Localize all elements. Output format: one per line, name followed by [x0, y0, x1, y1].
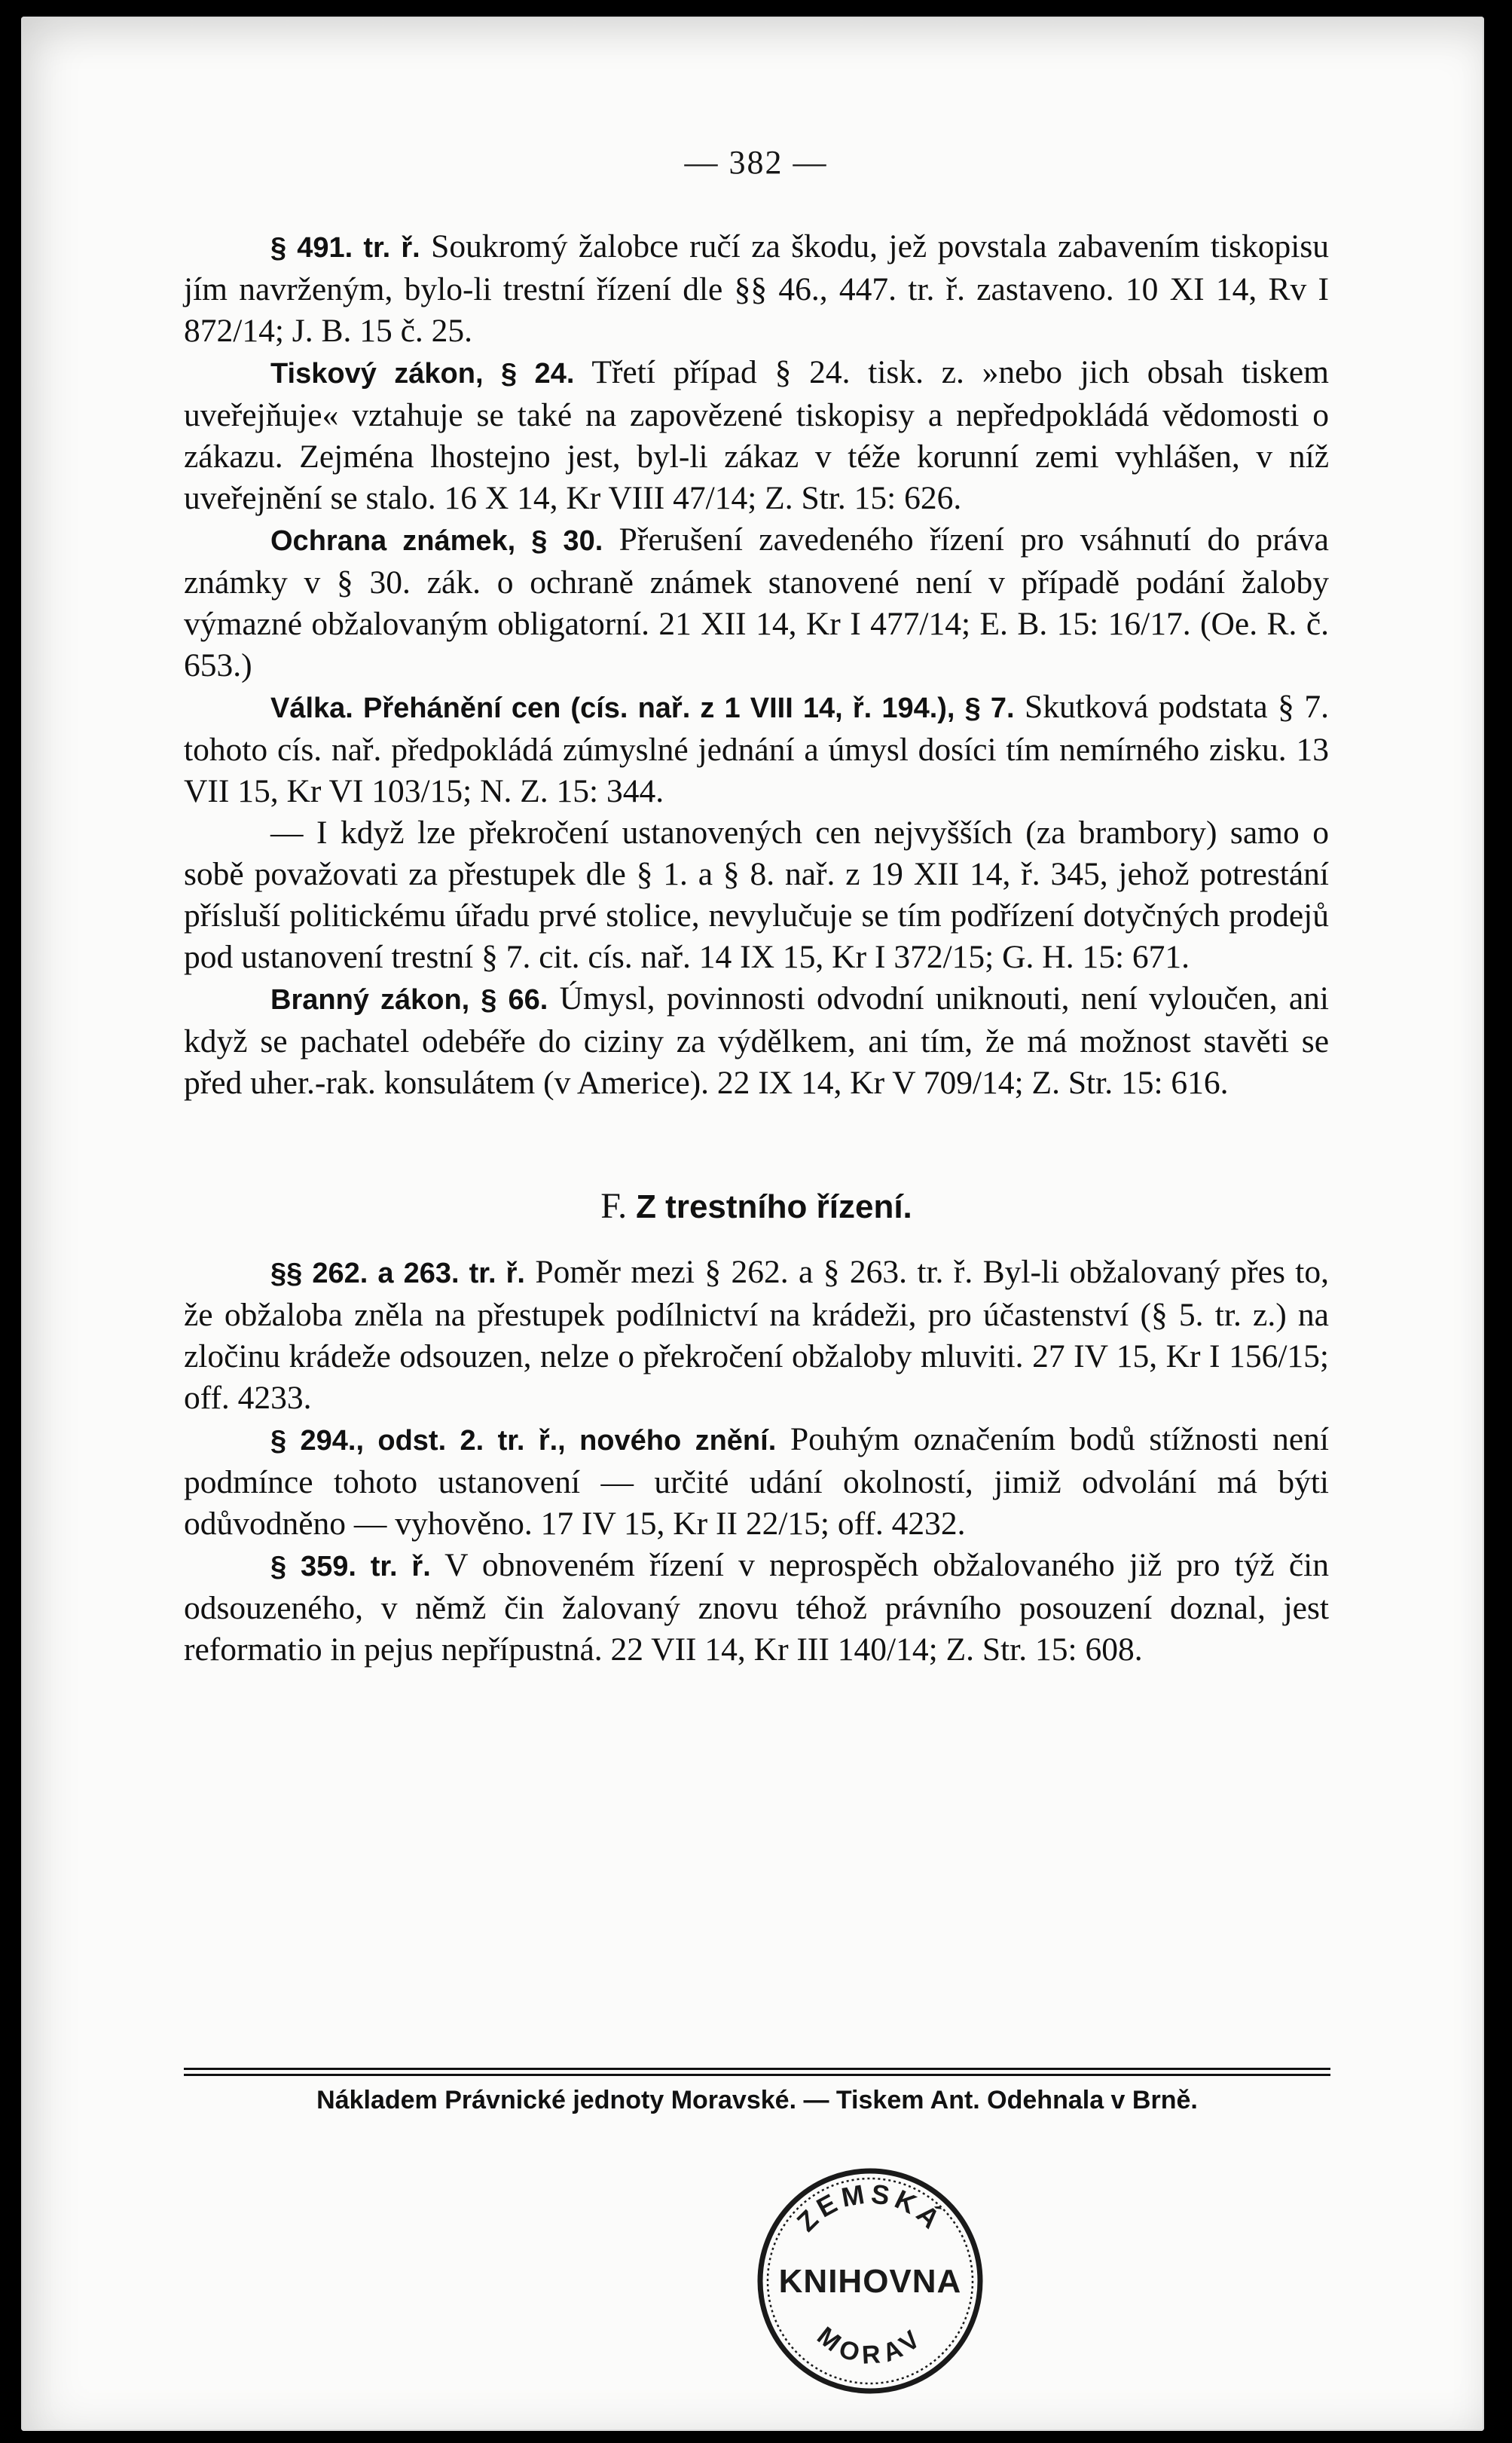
paragraph-262-263: [184, 1252, 1329, 1419]
paragraph-valka: [184, 686, 1329, 812]
paragraph-text: V obnoveném řízení v neprospěch obžalovaného již pro týž čin odsouzeného, v němž čin žalovaný znovu téhož právního posouzení doznal, jest reformatio in pejus nepřípustná. 22 VII 14, Kr III 140/14; Z. Str. 15: 608.: [184, 1547, 1330, 1668]
paragraph-text: Skutková podstata § 7. tohoto cís. nař. předpokládá zúmyslné jednání a úmysl dosíci tím nemírného zisku. 13 VII 15, Kr VI 103/15; N. Z. 15: 344.: [184, 689, 1329, 809]
paragraph-359: [184, 1545, 1329, 1671]
paragraph-491: [184, 226, 1329, 352]
paragraph-heading: §§ 262. a 263. tr. ř.: [270, 1258, 525, 1289]
paragraph-text: Úmysl, povinnosti odvodní uniknouti, není vyloučen, ani když se pachatel odebéře do ciziny za výdělkem, ani tím, že má možnost stavěti se před uher.-rak. konsulátem (v Americe). 22 IX 14, Kr V 709/14; Z. Str. 15: 616.: [184, 980, 1329, 1101]
publisher-imprint: Nákladem Právnické jednoty Moravské. — Tiskem Ant. Odehnala v Brně.: [316, 2086, 1198, 2114]
paragraph-heading: Tiskový zákon, § 24.: [270, 358, 575, 390]
paragraph-text: Pouhým označením bodů stížnosti není podmínce tohoto ustanovení — určité udání okolností, jimiž odvolání má býti odůvodněno — vyhověno. 17 IV 15, Kr II 22/15; off. 4232.: [184, 1421, 1329, 1542]
stamp-top-text: ZEMSKÁ: [790, 2177, 950, 2238]
paragraph-ochrana-znamek: [184, 519, 1329, 686]
paragraph-294: [184, 1419, 1329, 1545]
library-stamp: [746, 2157, 994, 2405]
section-letter: F.: [600, 1186, 628, 1226]
paragraph-text: Poměr mezi § 262. a § 263. tr. ř. Byl-li obžalovaný přes to, že obžaloba zněla na přestupek podílnictví na krádeži, pro účastenství (§ 5. tr. z.) na zločinu krádeže odsouzen, nelze o překročení obžaloby mluviti. 27 IV 15, Kr I 156/15; off. 4233.: [184, 1254, 1329, 1416]
paragraph-heading: § 359. tr. ř.: [270, 1551, 431, 1582]
stamp-bottom-text: MORAV: [811, 2321, 930, 2370]
page-number: — 382 —: [684, 144, 828, 181]
paragraph-heading: Branný zákon, § 66.: [270, 984, 548, 1016]
section-title: [184, 1185, 1329, 1228]
paragraph-heading: Ochrana známek, § 30.: [270, 525, 603, 557]
paragraph-text: — I když lze překročení ustanovených cen nejvyšších (za brambory) samo o sobě považovati za přestupek dle § 1. a § 8. nař. z 19 XII 14, ř. 345, jehož potrestání přísluší politickému úřadu prvé stolice, nevylučuje se tím podřízení dotyčných prodejů pod ustanovení trestní § 7. cit. cís. nař. 14 IX 15, Kr I 372/15; G. H. 15: 671.: [184, 815, 1329, 975]
divider-rule-bottom: [184, 2074, 1330, 2076]
paragraph-branny-zakon: [184, 978, 1329, 1104]
stamp-middle-text: KNIHOVNA: [778, 2263, 962, 2300]
paragraph-text: Přerušení zavedeného řízení pro vsáhnutí do práva známky v § 30. zák. o ochraně známek stanovené není v případě podání žaloby výmazné obžalovaným obligatorní. 21 XII 14, Kr I 477/14; E. B. 15: 16/17. (Oe. R. č. 653.): [184, 521, 1329, 683]
paragraph-heading: § 491. tr. ř.: [270, 232, 420, 264]
divider-rule-top: [184, 2068, 1330, 2070]
paragraph-tiskovy-zakon: [184, 352, 1329, 519]
paragraph-text: Soukromý žalobce ručí za škodu, jež povstala zabavením tiskopisu jím navrženým, bylo-li trestní řízení dle §§ 46., 447. tr. ř. zastaveno. 10 XI 14, Rv I 872/14; J. B. 15 č. 25.: [184, 228, 1329, 349]
section-heading: Z trestního řízení.: [636, 1188, 912, 1225]
text-column: [184, 226, 1329, 1671]
paragraph-text: Třetí případ § 24. tisk. z. »nebo jich obsah tiskem uveřejňuje« vztahuje se také na zapovězené tiskopisy a nepředpokládá vědomosti o zákazu. Zejména lhostejno jest, byl-li zákaz v téže korunní zemi vyhlášen, v níž uveřejnění se stalo. 16 X 14, Kr VIII 47/14; Z. Str. 15: 626.: [184, 354, 1329, 516]
paragraph-heading: § 294., odst. 2. tr. ř., nového znění.: [270, 1425, 777, 1457]
paragraph-heading: Válka. Přehánění cen (cís. nař. z 1 VIII 14, ř. 194.), § 7.: [270, 693, 1015, 724]
paragraph-valka-continued: [184, 812, 1329, 978]
